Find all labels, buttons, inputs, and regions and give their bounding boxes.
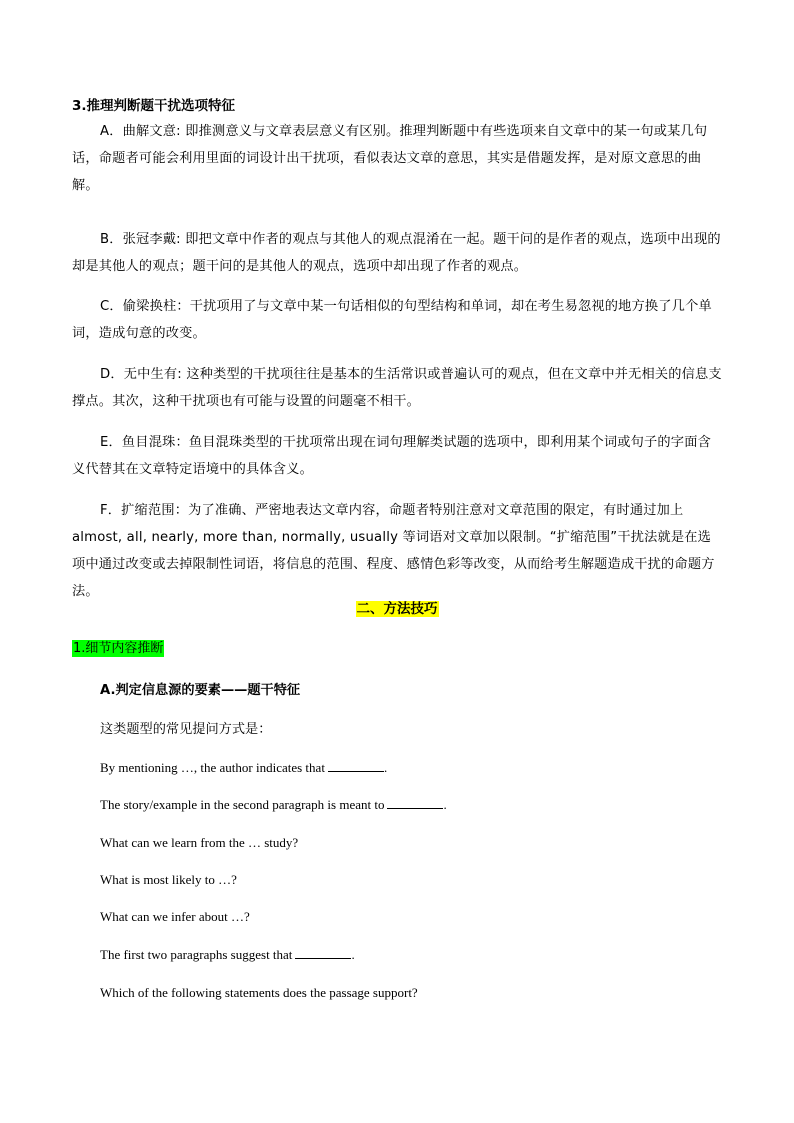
question-text: What can we learn from the … study? xyxy=(100,835,299,850)
question-item: By mentioning …, the author indicates that . xyxy=(100,760,388,775)
question-item xyxy=(100,872,237,888)
question-text: What is most likely to …? xyxy=(100,872,237,887)
question-item xyxy=(100,985,418,1001)
subsection-heading xyxy=(72,637,164,656)
answer-blank xyxy=(387,797,443,809)
answer-blank xyxy=(295,947,351,959)
section-title-text: 二、方法技巧 xyxy=(356,601,438,617)
answer-blank xyxy=(328,760,384,772)
paragraph-b: B．张冠李戴: 即把文章中作者的观点与其他人的观点混淆在一起。题干问的是作者的观点，选项中出现的却是其他人的观点；题干问的是其他人的观点，选项中却出现了作者的观点。 xyxy=(72,232,721,274)
question-text: The story/example in the second paragraph is meant to xyxy=(100,797,385,812)
question-text: The first two paragraphs suggest that xyxy=(100,947,293,962)
question-text: Which of the following statements does the passage support? xyxy=(100,985,418,1000)
question-text: What can we infer about …? xyxy=(100,909,250,924)
paragraph-e: E．鱼目混珠：鱼目混珠类型的干扰项常出现在词句理解类试题的选项中，即利用某个词或句子的字面含义代替其在文章特定语境中的具体含义。 xyxy=(72,435,711,477)
paragraph-f: F．扩缩范围：为了准确、严密地表达文章内容，命题者特别注意对文章范围的限定，有时通过加上almost, all, nearly, more than, normally, usually 等词语对文章加以限制。“扩缩范围”干扰法就是在选项中通过改变或去掉限制性词语，将信息的范围、程度、感情色彩等改变，从而给考生解题造成干扰的命题方法。 xyxy=(72,503,715,599)
question-text: By mentioning …, the author indicates that xyxy=(100,760,325,775)
section-title xyxy=(0,597,794,617)
question-item xyxy=(100,909,250,925)
section-heading: 3.推理判断题干扰选项特征 xyxy=(72,98,236,114)
question-item: The story/example in the second paragraph is meant to . xyxy=(100,797,447,812)
paragraph-a: A．曲解文意: 即推测意义与文章表层意义有区别。推理判断题中有些选项来自文章中的某一句或某几句话，命题者可能会利用里面的词设计出干扰项，看似表达文章的意思，其实是借题发挥，是对原文意思的曲解。 xyxy=(72,124,708,193)
paragraph-c: C．偷梁换柱：干扰项用了与文章中某一句话相似的句型结构和单词，却在考生易忽视的地方换了几个单词，造成句意的改变。 xyxy=(72,299,712,341)
paragraph-d: D．无中生有: 这种类型的干扰项往往是基本的生活常识或普遍认可的观点，但在文章中并无相关的信息支撑点。其次，这种干扰项也有可能与设置的问题毫不相干。 xyxy=(72,367,722,409)
sub-heading: A.判定信息源的要素——题干特征 xyxy=(100,683,301,698)
question-item xyxy=(100,835,298,851)
question-item: The first two paragraphs suggest that . xyxy=(100,947,355,962)
intro-text: 这类题型的常见提问方式是： xyxy=(100,722,272,737)
subsection-heading-text: 1.细节内容推断 xyxy=(73,641,164,656)
